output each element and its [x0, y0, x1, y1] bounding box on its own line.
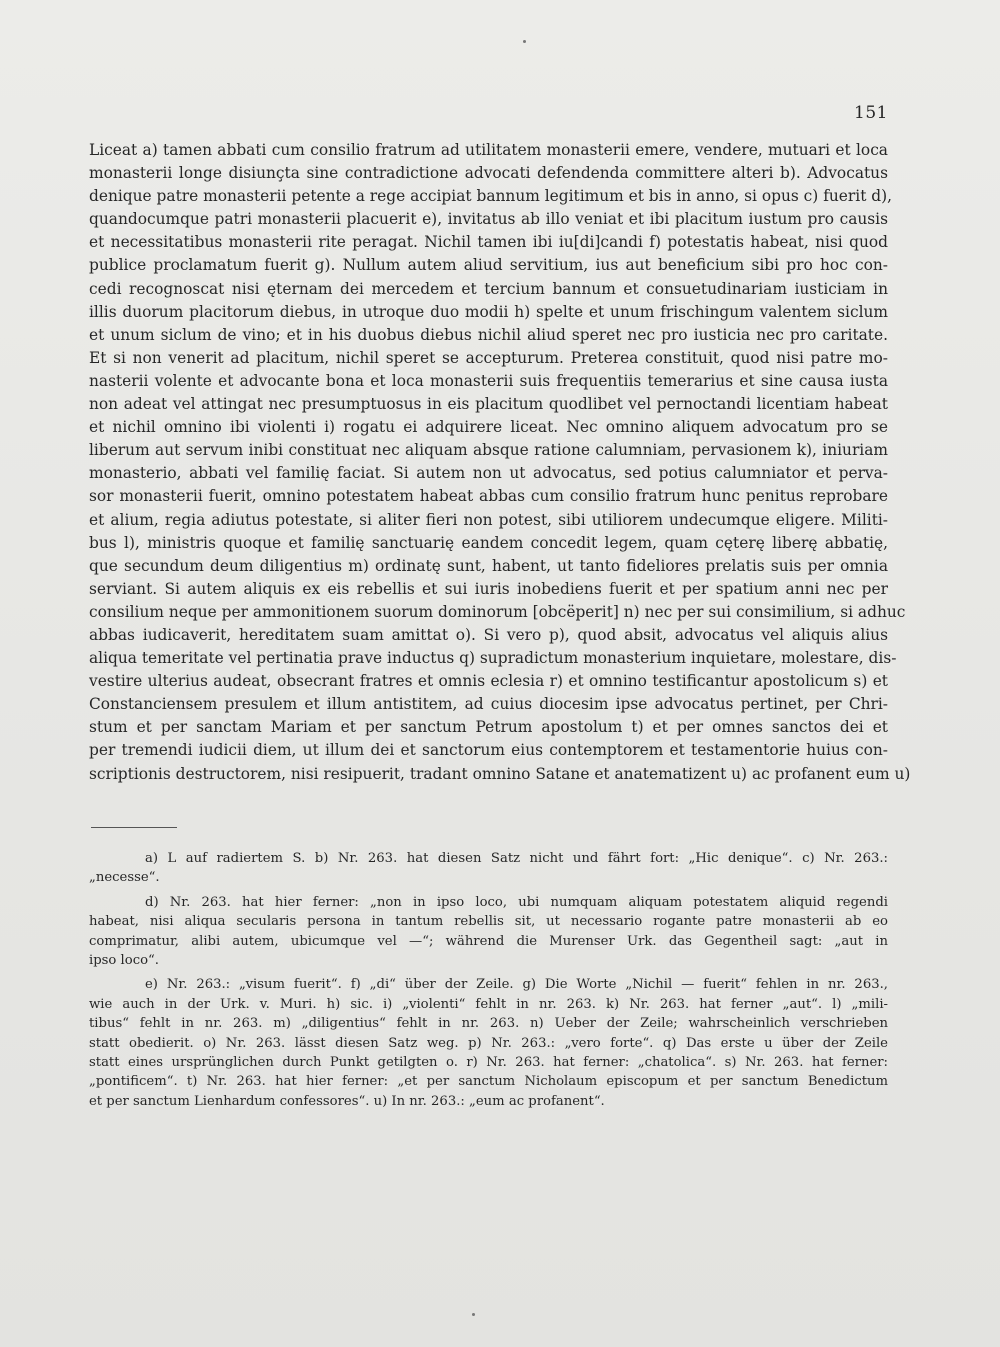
- footnote-line: a) L auf radiertem S. b) Nr. 263. hat diesen Satz nicht und fährt fort: „Hic denique“. c) Nr. 263.:: [145, 851, 888, 866]
- footnote-line: comprimatur, alibi autem, ubicumque vel —“; während die Murenser Urk. das Gegentheil sagt: „aut in: [89, 933, 888, 949]
- text-line: que secundum deum diligentius m) ordinatę sunt, habent, ut tanto fideliores prelatis suis per omnia: [89, 556, 888, 575]
- text-line: Liceat a) tamen abbati cum consilio fratrum ad utilitatem monasterii emere, vendere, mutuari et loca: [89, 141, 888, 159]
- paper-speck: [472, 1313, 475, 1316]
- text-line: vestire ulterius audeat, obsecrant fratres et omnis eclesia r) et omnino testificantur apostolicum s) et: [89, 672, 888, 691]
- text-line: sor monasterii fuerit, omnino potestatem habeat abbas cum consilio fratrum hunc penitus reprobare: [89, 487, 888, 506]
- footnote-line: ipso loco“.: [89, 953, 159, 969]
- text-line: consilium neque per ammonitionem suorum dominorum [obcëperit] n) nec per sui consimilium, si adhuc: [89, 602, 906, 621]
- page-number: 151: [854, 103, 888, 123]
- text-line: nasterii volente et advocante bona et loca monasterii suis frequentiis temerarius et sine causa iusta: [89, 371, 888, 390]
- footnote-line: „necesse“.: [89, 870, 160, 886]
- footnote-block: [89, 849, 888, 888]
- footnote-line: „pontificem“. t) Nr. 263. hat hier ferner: „et per sanctum Nicholaum episcopum et per sanctum Benedictum: [89, 1074, 888, 1090]
- footnote-divider: [91, 827, 177, 828]
- text-line: serviant. Si autem aliquis ex eis rebellis et sui iuris inobediens fuerit et per spatium anni nec per: [89, 579, 888, 598]
- footnote-line: e) Nr. 263.: „visum fuerit“. f) „di“ über der Zeile. g) Die Worte „Nichil — fuerit“ fehlen in nr. 263.,: [145, 977, 888, 993]
- text-line: non adeat vel attingat nec presumptuosus in eis placitum quodlibet vel pernoctandi licentiam habeat: [89, 395, 888, 414]
- footnote-line: et per sanctum Lienhardum confessores“. u) In nr. 263.: „eum ac profanent“.: [89, 1093, 605, 1109]
- text-line: Constanciensem presulem et illum antistitem, ad cuius diocesim ipse advocatus pertinet, per Chri-: [89, 695, 888, 714]
- footnote-block: [89, 893, 888, 971]
- footnote-line: statt eines ursprünglichen durch Punkt getilgten o. r) Nr. 263. hat ferner: „chatolica“. s) Nr. 263. hat ferner:: [89, 1055, 888, 1071]
- footnote-line: wie auch in der Urk. v. Muri. h) sic. i) „violenti“ fehlt in nr. 263. k) Nr. 263. hat ferner „aut“. l) „mili-: [89, 996, 888, 1012]
- text-line: denique patre monasterii petente a rege accipiat bannum legitimum et bis in anno, si opus c) fuerit d),: [89, 187, 893, 206]
- text-line: aliqua temeritate vel pertinatia prave inductus q) supradictum monasterium inquietare, molestare, dis-: [89, 649, 897, 668]
- text-line: et unum siclum de vino; et in his duobus diebus nichil aliud speret nec pro iusticia nec pro caritate.: [89, 325, 888, 344]
- text-line: stum et per sanctam Mariam et per sanctum Petrum apostolum t) et per omnes sanctos dei et: [89, 718, 888, 737]
- text-line: et nichil omnino ibi violenti i) rogatu ei adquirere liceat. Nec omnino aliquem advocatum pro se: [89, 418, 888, 437]
- footnotes: [89, 849, 888, 1116]
- footnote-line: habeat, nisi aliqua secularis persona in tantum rebellis sit, ut necessario rogante patre monasterii ab eo: [89, 914, 888, 930]
- text-line: per tremendi iudicii diem, ut illum dei et sanctorum eius contemptorem et testamentorie huius con-: [89, 741, 888, 760]
- text-line: monasterio, abbati vel familię faciat. Si autem non ut advocatus, sed potius calumniator et perva-: [89, 464, 888, 483]
- text-line: illis duorum placitorum diebus, in utroque duo modii h) spelte et unum frischingum valentem siclum: [89, 302, 888, 321]
- text-line: Et si non venerit ad placitum, nichil speret se accepturum. Preterea constituit, quod nisi patre mo-: [89, 348, 888, 367]
- text-line: et necessitatibus monasterii rite peragat. Nichil tamen ibi iu[di]candi f) potestatis habeat, nisi quod: [89, 233, 888, 252]
- footnote-line: tibus“ fehlt in nr. 263. m) „diligentius“ fehlt in nr. 263. n) Ueber der Zeile; wahrscheinlich verschrieben: [89, 1016, 888, 1032]
- text-line: et alium, regia adiutus potestate, si aliter fieri non potest, sibi utiliorem undecumque eligere. Militi-: [89, 510, 888, 529]
- text-line: abbas iudicaverit, hereditatem suam amittat o). Si vero p), quod absit, advocatus vel aliquis alius: [89, 625, 888, 644]
- text-line: cedi recognoscat nisi ęternam dei mercedem et tercium bannum et consuetudinariam iusticiam in: [89, 279, 888, 298]
- text-line: publice proclamatum fuerit g). Nullum autem aliud servitium, ius aut beneficium sibi pro hoc con-: [89, 256, 888, 275]
- text-line: bus l), ministris quoque et familię sanctuarię eandem concedit legem, quam cęterę liberę abbatię,: [89, 533, 888, 552]
- text-line: liberum aut servum inibi constituat nec aliquam absque ratione calumniam, pervasionem k), iniuriam: [89, 441, 888, 460]
- text-line: monasterii longe disiunçta sine contradictione advocati defendenda committere alteri b). Advocatus: [89, 164, 888, 183]
- paper-speck: [523, 40, 526, 43]
- footnote-line: d) Nr. 263. hat hier ferner: „non in ipso loco, ubi numquam aliquam potestatem aliquid regendi: [145, 894, 888, 910]
- charter-text: [89, 139, 911, 786]
- footnote-block: [89, 975, 888, 1111]
- text-line: quandocumque patri monasterii placuerit e), invitatus ab illo veniat et ibi placitum iustum pro causis: [89, 210, 888, 229]
- text-line: scriptionis destructorem, nisi resipuerit, tradant omnino Satane et anatematizent u) ac profanent eum u): [89, 764, 911, 783]
- footnote-line: statt obedierit. o) Nr. 263. lässt diesen Satz weg. p) Nr. 263.: „vero forte“. q) Das erste u über der Zeile: [89, 1035, 888, 1051]
